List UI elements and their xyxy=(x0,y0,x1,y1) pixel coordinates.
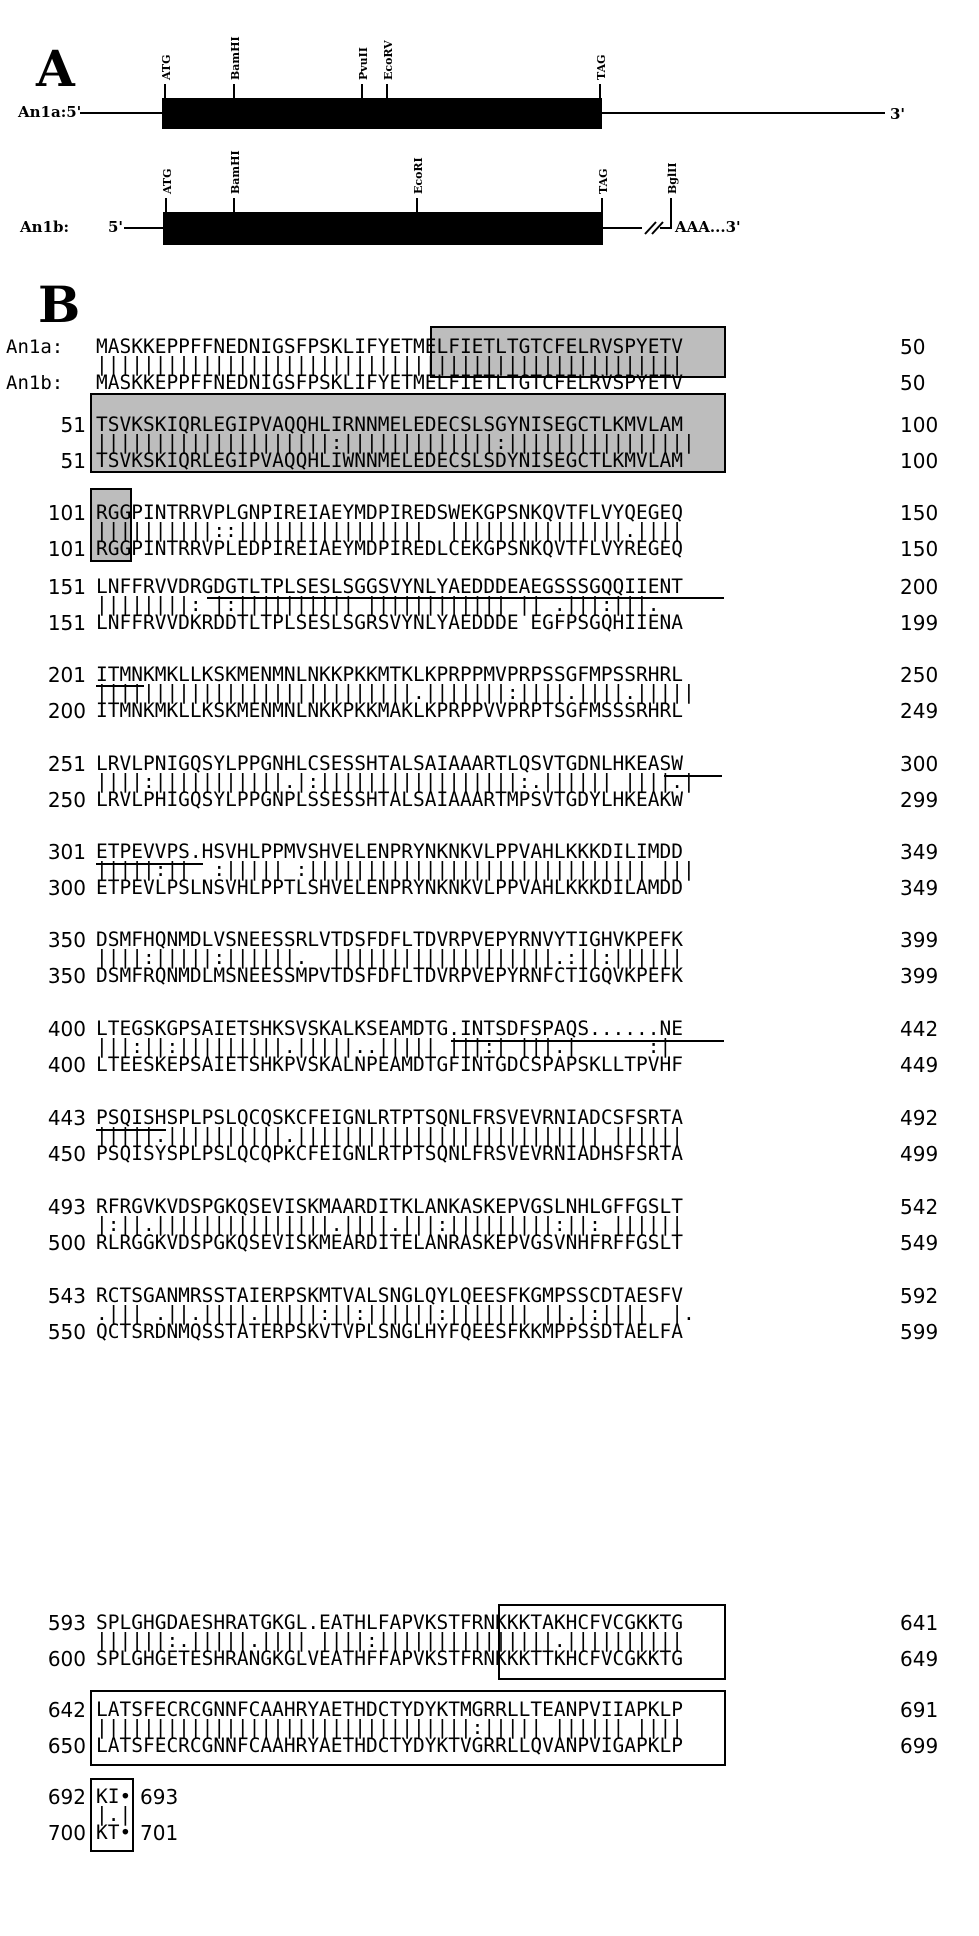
alignment-block xyxy=(0,501,979,561)
top-sequence: RCTSGANMRSSTAIERPSKMTVALSNGLQYLQEESFKGMPSSCDTAESFV xyxy=(96,1284,683,1307)
sequence-label-an1a: An1a: xyxy=(6,336,64,358)
top-sequence: LTEGSKGPSAIETSHKSVSKALKSEAMDTG.INTSDFSPAQS......NE xyxy=(96,1017,683,1040)
site-atg-an1a: ATG xyxy=(160,54,173,80)
top-sequence: TSVKSKIQRLEGIPVAQQHLIRNNMELEDECSLSGYNISEGCTLKMVLAM xyxy=(96,413,683,436)
top-sequence: SPLGHGDAESHRATGKGL.EATHLFAPVKSTFRNKKKTAKHCFVCGKKTG xyxy=(96,1611,683,1634)
match-line: ||||||:.|||||.|||| ||||:|||||||||||||||.|||||||||| xyxy=(96,1629,683,1652)
bottom-end-number: 349 xyxy=(900,876,939,900)
alignment-block xyxy=(0,1284,979,1344)
bottom-sequence: TSVKSKIQRLEGIPVAQQHLIWNNMELEDECSLSDYNISEGCTLKMVLAM xyxy=(96,449,683,472)
bottom-sequence: MASKKEPPFFNEDNIGSFPSKLIFYETMELFIETLTGTCFELRVSPYETV xyxy=(96,371,683,394)
top-start-number: 301 xyxy=(47,840,86,864)
top-end-number: 693 xyxy=(140,1785,179,1809)
bottom-start-number: 500 xyxy=(47,1231,86,1255)
bottom-end-number: 449 xyxy=(900,1053,939,1077)
match-line: |||:||:|||||||||.|||||..||||| |||:| |||.| :| xyxy=(96,1035,672,1058)
top-start-number: 251 xyxy=(47,752,86,776)
top-start-number: 593 xyxy=(47,1611,86,1635)
gene-3prime-an1a: 3' xyxy=(890,105,906,123)
gene-label-an1b: An1b: xyxy=(20,218,70,236)
match-line: |||||||||||||||||||||||||||.|||||||:||||.||||.||||| xyxy=(96,681,695,704)
bottom-end-number: 599 xyxy=(900,1320,939,1344)
match-line: ||||||||||||||||||||||||||||||||:||||| |||||| |||| xyxy=(96,1716,683,1739)
top-end-number: 641 xyxy=(900,1611,939,1635)
top-sequence: LRVLPNIGQSYLPPGNHLCSESSHTALSAIAAARTLQSVTGDNLHKEASW xyxy=(96,752,683,775)
top-start-number: 642 xyxy=(47,1698,86,1722)
bottom-start-number: 400 xyxy=(47,1053,86,1077)
gene-5prime-an1b: 5' xyxy=(108,218,124,236)
match-line: |||||:|| :||||| :||||||||||||||||||||||||||||| ||| xyxy=(96,858,695,881)
bottom-start-number: 600 xyxy=(47,1647,86,1671)
match-line: |||||||||||||||||||||||||||||||||||||||||||||||||| xyxy=(96,353,683,376)
site-bglii-an1b: BglII xyxy=(666,162,679,194)
bottom-sequence: ETPEVLPSLNSVHLPPTLSHVELENPRYNKNKVLPPVAHLKKKDILAMDD xyxy=(96,876,683,899)
bottom-end-number: 249 xyxy=(900,699,939,723)
bottom-end-number: 399 xyxy=(900,964,939,988)
bottom-sequence: LATSFECRCGNNFCAAHRYAETHDCTYDYKTVGRRLLQVANPVIGAPKLP xyxy=(96,1734,683,1757)
bottom-end-number: 50 xyxy=(900,371,926,395)
top-sequence: RGGPINTRRVPLGNPIREIAEYMDPIREDSWEKGPSNKQVTFLVYQEGEQ xyxy=(96,501,683,524)
top-start-number: 201 xyxy=(47,663,86,687)
top-end-number: 592 xyxy=(900,1284,939,1308)
alignment-block xyxy=(0,1195,979,1255)
match-line: ||||:|||||||||||.|:|||||||||||||||||:.|||||| ||||.| xyxy=(96,770,695,793)
match-line: ||||:|||||:||||||. |||||||||||||||||||.:||:|||||| xyxy=(96,946,683,969)
bottom-start-number: 550 xyxy=(47,1320,86,1344)
bottom-sequence: SPLGHGETESHRANGKGLVEATHFFAPVKSTFRNKKKTTKHCFVCGKKTG xyxy=(96,1647,683,1670)
top-sequence: RFRGVKVDSPGKQSEVISKMAARDITKLANKASKEPVGSLNHLGFFGSLT xyxy=(96,1195,683,1218)
top-start-number: 101 xyxy=(47,501,86,525)
alignment-block xyxy=(0,1017,979,1077)
top-start-number: 51 xyxy=(60,413,86,437)
bottom-sequence: ITMNKMKLLKSKMENMNLNKKPKKMAKLKPRPPVVPRPTSGFMSSSRHRL xyxy=(96,699,683,722)
bottom-end-number: 649 xyxy=(900,1647,939,1671)
bottom-start-number: 700 xyxy=(47,1821,86,1845)
top-end-number: 399 xyxy=(900,928,939,952)
bottom-end-number: 499 xyxy=(900,1142,939,1166)
bottom-start-number: 250 xyxy=(47,788,86,812)
gene-label-an1a: An1a:5' xyxy=(18,103,82,121)
bottom-end-number: 100 xyxy=(900,449,939,473)
top-sequence: DSMFHQNMDLVSNEESSRLVTDSFDFLTDVRPVEPYRNVYTIGHVKPEFK xyxy=(96,928,683,951)
match-line: ||||||||||||||||||||:|||||||||||||:|||||||||||||||| xyxy=(96,431,695,454)
top-end-number: 200 xyxy=(900,575,939,599)
match-line: .||| .||.||||.|||||:||:||||||:||||||| ||.|:|||| |. xyxy=(96,1302,695,1325)
site-atg-an1b: ATG xyxy=(161,168,174,194)
bottom-sequence: RGGPINTRRVPLEDPIREIAEYMDPIREDLCEKGPSNKQVTFLVYREGEQ xyxy=(96,537,683,560)
alignment-block xyxy=(0,1611,979,1671)
top-sequence: PSQISHSPLPSLQCQSKCFEIGNLRTPTSQNLFRSVEVRNIADCSFSRTA xyxy=(96,1106,683,1129)
bottom-start-number: 350 xyxy=(47,964,86,988)
top-sequence: LATSFECRCGNNFCAAHRYAETHDCTYDYKTMGRRLLTEANPVIIAPKLP xyxy=(96,1698,683,1721)
bottom-sequence: LNFFRVVDKRDDTLTPLSESLSGRSVYNLYAEDDDE EGFPSGQHIIENA xyxy=(96,611,683,634)
bottom-sequence: LTEESKEPSAIETSHKPVSKALNPEAMDTGFINTGDCSPAPSKLLTPVHF xyxy=(96,1053,683,1076)
top-start-number: 543 xyxy=(47,1284,86,1308)
site-bamhi-an1b: BamHI xyxy=(229,150,242,194)
bottom-end-number: 150 xyxy=(900,537,939,561)
bottom-end-number: 199 xyxy=(900,611,939,635)
alignment-block xyxy=(0,752,979,812)
site-bamhi-an1a: BamHI xyxy=(229,36,242,80)
top-sequence: LNFFRVVDRGDGTLTPLSESLSGGSVYNLYAEDDDEAEGSSSGQQIIENT xyxy=(96,575,683,598)
top-start-number: 151 xyxy=(47,575,86,599)
site-ecori-an1b: EcoRI xyxy=(412,157,425,194)
top-start-number: 493 xyxy=(47,1195,86,1219)
site-pvuii-an1a: PvuII xyxy=(357,47,370,80)
bottom-start-number: 450 xyxy=(47,1142,86,1166)
top-end-number: 542 xyxy=(900,1195,939,1219)
alignment-block xyxy=(0,575,979,635)
panel-b-letter: B xyxy=(38,275,81,334)
alignment-block xyxy=(0,1698,979,1758)
top-sequence: ETPEVVPS.HSVHLPPMVSHVELENPRYNKNKVLPPVAHLKKKDILIMDD xyxy=(96,840,683,863)
bottom-start-number: 151 xyxy=(47,611,86,635)
top-end-number: 300 xyxy=(900,752,939,776)
alignment-block xyxy=(0,335,979,395)
top-end-number: 150 xyxy=(900,501,939,525)
bottom-end-number: 549 xyxy=(900,1231,939,1255)
bottom-end-number: 299 xyxy=(900,788,939,812)
bottom-end-number: 699 xyxy=(900,1734,939,1758)
top-end-number: 50 xyxy=(900,335,926,359)
top-end-number: 100 xyxy=(900,413,939,437)
match-line: |||||.||||||||||.|||||||||||||||||||||||||| |||||| xyxy=(96,1124,683,1147)
bottom-sequence: QCTSRDNMQSSTATERPSKVTVPLSNGLHYFQEESFKKMPPSSDTAELFA xyxy=(96,1320,683,1343)
match-line: |:||.|||||||||||||||.||||.|||:|||||||||:||: |||||| xyxy=(96,1213,683,1236)
bottom-end-number: 701 xyxy=(140,1821,179,1845)
top-end-number: 250 xyxy=(900,663,939,687)
site-tag-an1a: TAG xyxy=(595,54,608,80)
top-end-number: 691 xyxy=(900,1698,939,1722)
bottom-start-number: 200 xyxy=(47,699,86,723)
alignment-block xyxy=(0,413,979,473)
sequence-label-an1b: An1b: xyxy=(6,372,64,394)
bottom-sequence: LRVLPHIGQSYLPPGNPLSSESSHTALSAIAAARTMPSVTGDYLHKEAKW xyxy=(96,788,683,811)
gene-3prime-an1b: AAA...3' xyxy=(675,218,741,236)
top-start-number: 443 xyxy=(47,1106,86,1130)
top-end-number: 349 xyxy=(900,840,939,864)
top-sequence: KI• xyxy=(96,1785,132,1808)
alignment-block xyxy=(0,1106,979,1166)
top-sequence: MASKKEPPFFNEDNIGSFPSKLIFYETMELFIETLTGTCFELRVSPYETV xyxy=(96,335,683,358)
top-sequence: ITMNKMKLLKSKMENMNLNKKPKKMTKLKPRPPMVPRPSSGFMPSSRHRL xyxy=(96,663,683,686)
bottom-start-number: 51 xyxy=(60,449,86,473)
alignment-block xyxy=(0,928,979,988)
alignment-block xyxy=(0,663,979,723)
match-line: |.| xyxy=(96,1803,132,1826)
bottom-sequence: DSMFRQNMDLMSNEESSMPVTDSFDFLTDVRPVEPYRNFCTIGQVKPEFK xyxy=(96,964,683,987)
bottom-start-number: 300 xyxy=(47,876,86,900)
bottom-sequence: RLRGGKVDSPGKQSEVISKMEARDITELANRASKEPVGSVNHFRFFGSLT xyxy=(96,1231,683,1254)
bottom-start-number: 650 xyxy=(47,1734,86,1758)
alignment-block xyxy=(0,840,979,900)
alignment-block xyxy=(0,1785,979,1845)
match-line: ||||||||||::|||||||||||||||| |||||||||||||||.|||| xyxy=(96,519,683,542)
top-start-number: 350 xyxy=(47,928,86,952)
bottom-start-number: 101 xyxy=(47,537,86,561)
panel-a-letter: A xyxy=(36,39,75,98)
site-ecorv-an1a: EcoRV xyxy=(382,40,395,80)
bottom-sequence: KT• xyxy=(96,1821,132,1844)
top-end-number: 442 xyxy=(900,1017,939,1041)
site-tag-an1b: TAG xyxy=(597,168,610,194)
top-end-number: 492 xyxy=(900,1106,939,1130)
match-line: ||||||||: |:|||||||||| |||||||||||| || .|||:|||. xyxy=(96,593,660,616)
bottom-sequence: PSQISYSPLPSLQCQPKCFEIGNLRTPTSQNLFRSVEVRNIADHSFSRTA xyxy=(96,1142,683,1165)
top-start-number: 692 xyxy=(47,1785,86,1809)
top-start-number: 400 xyxy=(47,1017,86,1041)
